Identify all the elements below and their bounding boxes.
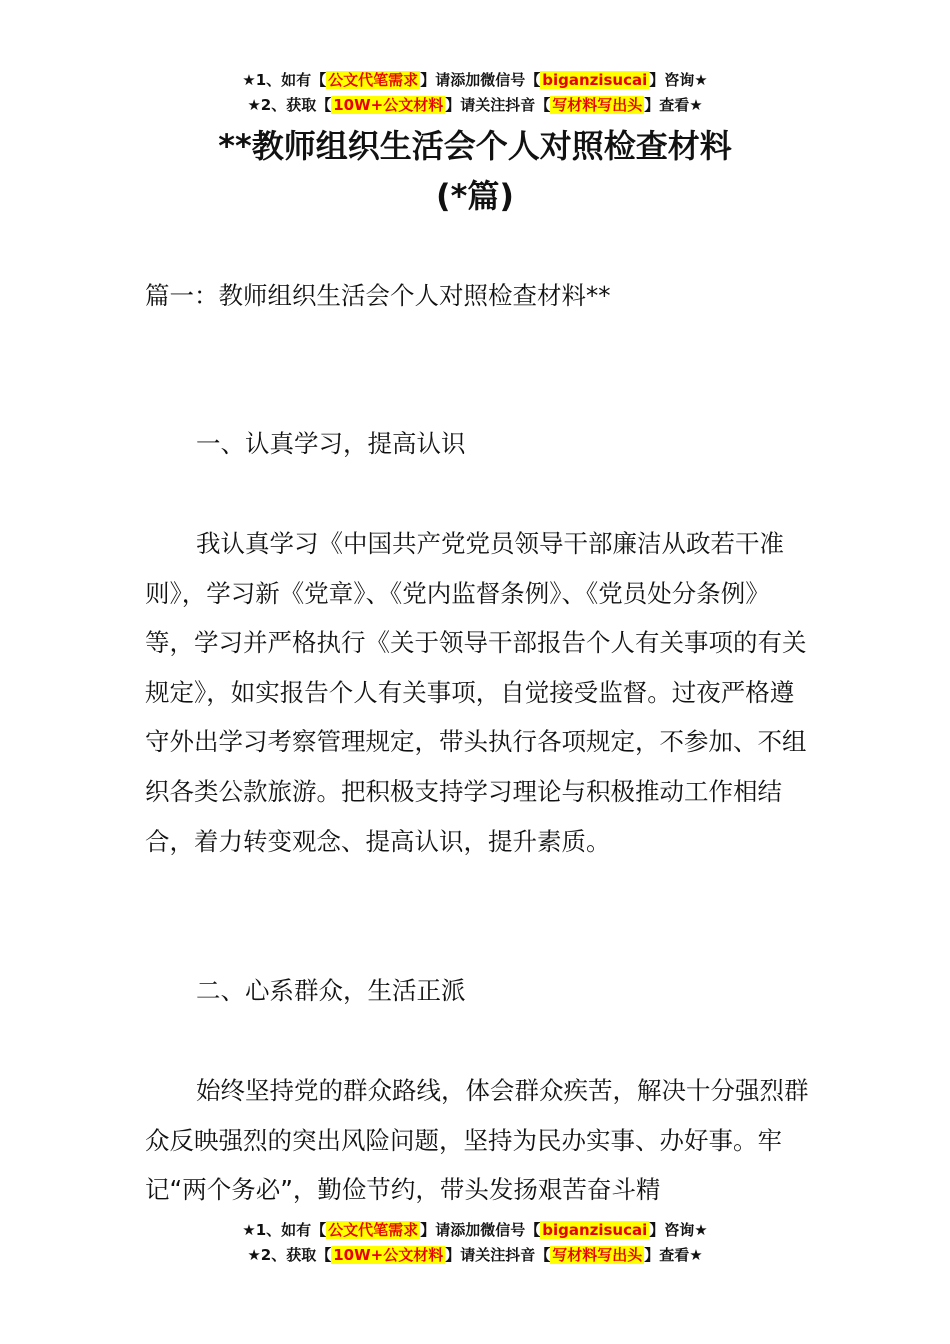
promo-highlight-service: 公文代笔需求 [328, 71, 419, 89]
promo-highlight-douyin: 写材料写出头 [552, 1246, 643, 1264]
document-subtitle: 篇一：教师组织生活会个人对照检查材料** [145, 281, 611, 310]
promo-text: 】咨询★ [649, 71, 708, 89]
promo-highlight-materials: 10W+公文材料 [333, 1246, 444, 1264]
promo-line-1-bottom [0, 1218, 950, 1242]
section-1-heading: 一、认真学习，提高认识 [196, 429, 466, 458]
promo-highlight-wechat-id: biganzisucai [542, 1221, 648, 1239]
promo-line-1-top [0, 68, 950, 92]
promo-text: 】请关注抖音【 [445, 96, 551, 114]
promo-highlight-service: 公文代笔需求 [328, 1221, 419, 1239]
promo-text: 】请添加微信号【 [420, 71, 541, 89]
promo-text: ★2、获取【 [247, 1246, 332, 1264]
document-title: **教师组织生活会个人对照检查材料 [218, 127, 732, 165]
promo-highlight-wechat-id: biganzisucai [542, 71, 648, 89]
promo-line-2-top [0, 93, 950, 117]
section-2-heading: 二、心系群众，生活正派 [196, 976, 466, 1005]
promo-text: ★2、获取【 [247, 96, 332, 114]
promo-text: 】查看★ [644, 1246, 703, 1264]
document-title-count: (*篇) [436, 177, 514, 215]
promo-text: ★1、如有【 [242, 1221, 327, 1239]
promo-text: 】查看★ [644, 96, 703, 114]
section-2-paragraph: 始终坚持党的群众路线，体会群众疾苦，解决十分强烈群众反映强烈的突出风险问题，坚持为民办实事、办好事。牢记“两个务必”，勤俭节约，带头发扬艰苦奋斗精 [145, 1076, 809, 1205]
promo-text: ★1、如有【 [242, 71, 327, 89]
promo-text: 】咨询★ [649, 1221, 708, 1239]
promo-highlight-douyin: 写材料写出头 [552, 96, 643, 114]
promo-highlight-materials: 10W+公文材料 [333, 96, 444, 114]
promo-line-2-bottom [0, 1243, 950, 1267]
promo-text: 】请添加微信号【 [420, 1221, 541, 1239]
section-1-paragraph: 我认真学习《中国共产党党员领导干部廉洁从政若干准则》，学习新《党章》、《党内监督条例》、《党员处分条例》等，学习并严格执行《关于领导干部报告个人有关事项的有关规定》，如实报告个人有关事项，自觉接受监督。过夜严格遵守外出学习考察管理规定，带头执行各项规定，不参加、不组织各类公款旅游。把积极支持学习理论与积极推动工作相结合，着力转变观念、提高认识，提升素质。 [145, 529, 807, 856]
promo-text: 】请关注抖音【 [445, 1246, 551, 1264]
